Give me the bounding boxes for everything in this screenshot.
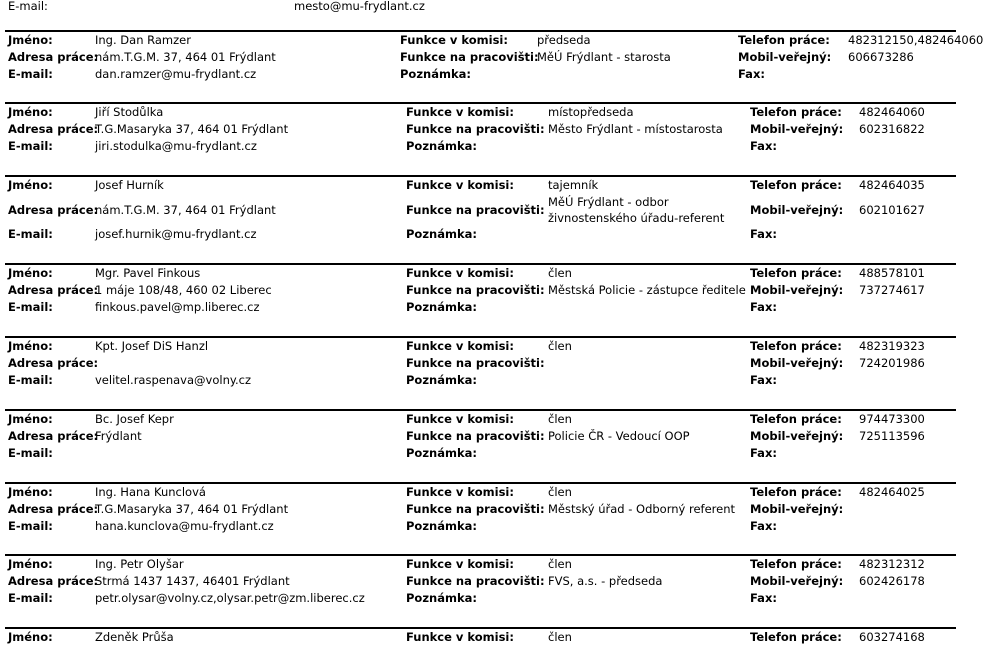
phone-label: Telefon práce: — [750, 485, 842, 499]
member-record — [5, 626, 956, 646]
email-value[interactable]: hana.kunclova@mu-frydlant.cz — [95, 519, 274, 533]
record-row-name — [5, 556, 956, 573]
top-email-label: E-mail: — [8, 0, 48, 13]
email-value[interactable]: petr.olysar@volny.cz,olysar.petr@zm.liberec.cz — [95, 591, 365, 605]
top-email-value[interactable]: mesto@mu-frydlant.cz — [294, 0, 425, 13]
address-value: Frýdlant — [95, 429, 142, 443]
record-row-email — [5, 518, 956, 535]
name-value: Kpt. Josef DiS Hanzl — [95, 339, 209, 353]
record-row-name — [5, 629, 956, 646]
name-label: Jméno: — [8, 178, 53, 192]
note-label: Poznámka: — [406, 300, 477, 314]
name-label: Jméno: — [8, 557, 53, 571]
address-label: Adresa práce: — [8, 429, 99, 443]
role-label: Funkce v komisi: — [406, 557, 514, 571]
phone-value: 603274168 — [859, 630, 925, 644]
mobile-value: 725113596 — [859, 429, 925, 443]
name-label: Jméno: — [8, 339, 53, 353]
mobile-value: 724201986 — [859, 356, 925, 370]
member-record — [5, 101, 956, 155]
email-value[interactable]: jiri.stodulka@mu-frydlant.cz — [95, 139, 257, 153]
workplace-label: Funkce na pracovišti: — [406, 283, 545, 297]
name-value: Zdeněk Průša — [95, 630, 174, 644]
address-label: Adresa práce: — [8, 283, 99, 297]
address-value: nám.T.G.M. 37, 464 01 Frýdlant — [95, 50, 276, 64]
role-value: člen — [548, 339, 572, 353]
record-row-email — [5, 445, 956, 462]
workplace-value: MěÚ Frýdlant - starosta — [537, 50, 671, 64]
mobile-value: 737274617 — [859, 283, 925, 297]
name-value: Josef Hurník — [95, 178, 164, 192]
address-label: Adresa práce: — [8, 574, 99, 588]
phone-label: Telefon práce: — [750, 105, 842, 119]
record-row-address — [5, 428, 956, 445]
workplace-value: Město Frýdlant - místostarosta — [548, 122, 723, 136]
name-value: Bc. Josef Kepr — [95, 412, 174, 426]
record-row-email — [5, 299, 956, 316]
fax-label: Fax: — [738, 67, 765, 81]
workplace-value: FVS, a.s. - předseda — [548, 574, 663, 588]
phone-value: 482464025 — [859, 485, 925, 499]
workplace-label: Funkce na pracovišti: — [406, 502, 545, 516]
role-value: člen — [548, 630, 572, 644]
email-label: E-mail: — [8, 446, 53, 460]
address-label: Adresa práce: — [8, 50, 99, 64]
note-label: Poznámka: — [406, 227, 477, 241]
fax-label: Fax: — [750, 227, 777, 241]
role-label: Funkce v komisi: — [406, 485, 514, 499]
fax-label: Fax: — [750, 300, 777, 314]
phone-value: 482312312 — [859, 557, 925, 571]
role-value: tajemník — [548, 178, 599, 192]
phone-value: 482464060 — [859, 105, 925, 119]
note-label: Poznámka: — [406, 373, 477, 387]
address-label: Adresa práce: — [8, 356, 99, 370]
note-label: Poznámka: — [406, 591, 477, 605]
member-record — [5, 335, 956, 389]
fax-label: Fax: — [750, 446, 777, 460]
address-label: Adresa práce: — [8, 203, 99, 217]
role-label: Funkce v komisi: — [406, 178, 514, 192]
role-label: Funkce v komisi: — [406, 339, 514, 353]
role-value: člen — [548, 485, 572, 499]
mobile-value: 606673286 — [848, 50, 914, 64]
workplace-label: Funkce na pracovišti: — [406, 429, 545, 443]
record-row-email — [5, 226, 956, 243]
mobile-value: 602426178 — [859, 574, 925, 588]
mobile-label: Mobil-veřejný: — [750, 283, 844, 297]
address-label: Adresa práce: — [8, 122, 99, 136]
name-label: Jméno: — [8, 630, 53, 644]
mobile-label: Mobil-veřejný: — [750, 429, 844, 443]
role-value: člen — [548, 557, 572, 571]
workplace-value: Policie ČR - Vedoucí OOP — [548, 429, 690, 443]
phone-value: 482319323 — [859, 339, 925, 353]
role-value: člen — [548, 412, 572, 426]
name-label: Jméno: — [8, 33, 53, 47]
phone-value: 482464035 — [859, 178, 925, 192]
workplace-value: Městská Policie - zástupce ředitele — [548, 283, 746, 297]
name-label: Jméno: — [8, 105, 53, 119]
record-row-name — [5, 104, 956, 121]
fax-label: Fax: — [750, 519, 777, 533]
mobile-label: Mobil-veřejný: — [750, 356, 844, 370]
note-label: Poznámka: — [406, 519, 477, 533]
record-row-address — [5, 282, 956, 299]
member-record — [5, 481, 956, 535]
email-label: E-mail: — [8, 227, 53, 241]
role-label: Funkce v komisi: — [406, 105, 514, 119]
record-row-name — [5, 32, 983, 49]
fax-label: Fax: — [750, 591, 777, 605]
record-row-email — [5, 138, 956, 155]
workplace-value: MěÚ Frýdlant - odbor živnostenského úřadu-referent — [548, 195, 725, 225]
email-label: E-mail: — [8, 139, 53, 153]
record-row-address — [5, 194, 956, 226]
address-label: Adresa práce: — [8, 502, 99, 516]
note-label: Poznámka: — [400, 67, 471, 81]
name-label: Jméno: — [8, 266, 53, 280]
email-label: E-mail: — [8, 67, 53, 81]
name-label: Jméno: — [8, 412, 53, 426]
record-row-address — [5, 121, 956, 138]
workplace-label: Funkce na pracovišti: — [406, 356, 545, 370]
record-row-name — [5, 484, 956, 501]
address-value: T.G.Masaryka 37, 464 01 Frýdlant — [95, 122, 289, 136]
record-row-address — [5, 355, 956, 372]
email-value[interactable]: velitel.raspenava@volny.cz — [95, 373, 252, 387]
name-value: Mgr. Pavel Finkous — [95, 266, 201, 280]
fax-label: Fax: — [750, 373, 777, 387]
role-value: člen — [548, 266, 572, 280]
record-row-address — [5, 573, 956, 590]
phone-label: Telefon práce: — [750, 557, 842, 571]
phone-label: Telefon práce: — [750, 630, 842, 644]
name-value: Jiří Stodůlka — [95, 105, 164, 119]
email-label: E-mail: — [8, 373, 53, 387]
address-value: 1 máje 108/48, 460 02 Liberec — [95, 283, 272, 297]
role-label: Funkce v komisi: — [400, 33, 508, 47]
mobile-label: Mobil-veřejný: — [750, 203, 844, 217]
member-record — [5, 174, 956, 243]
phone-label: Telefon práce: — [738, 33, 830, 47]
phone-value: 488578101 — [859, 266, 925, 280]
email-value[interactable]: josef.hurnik@mu-frydlant.cz — [95, 227, 257, 241]
member-record — [5, 553, 956, 607]
phone-value: 482312150,482464060 — [848, 33, 983, 47]
mobile-value: 602101627 — [859, 203, 925, 217]
member-record — [5, 262, 956, 316]
record-row-name — [5, 411, 956, 428]
record-row-address — [5, 501, 956, 518]
workplace-value: Městský úřad - Odborný referent — [548, 502, 736, 516]
name-value: Ing. Dan Ramzer — [95, 33, 191, 47]
mobile-label: Mobil-veřejný: — [750, 122, 844, 136]
phone-label: Telefon práce: — [750, 412, 842, 426]
role-label: Funkce v komisi: — [406, 412, 514, 426]
email-value[interactable]: finkous.pavel@mp.liberec.cz — [95, 300, 260, 314]
name-value: Ing. Petr Olyšar — [95, 557, 184, 571]
phone-value: 974473300 — [859, 412, 925, 426]
role-value: předseda — [537, 33, 591, 47]
mobile-label: Mobil-veřejný: — [750, 574, 844, 588]
phone-label: Telefon práce: — [750, 178, 842, 192]
note-label: Poznámka: — [406, 446, 477, 460]
email-value[interactable]: dan.ramzer@mu-frydlant.cz — [95, 67, 257, 81]
record-row-email — [5, 590, 956, 607]
role-label: Funkce v komisi: — [406, 266, 514, 280]
note-label: Poznámka: — [406, 139, 477, 153]
email-label: E-mail: — [8, 591, 53, 605]
name-label: Jméno: — [8, 485, 53, 499]
role-value: místopředseda — [548, 105, 634, 119]
mobile-label: Mobil-veřejný: — [750, 502, 844, 516]
name-value: Ing. Hana Kunclová — [95, 485, 206, 499]
workplace-label: Funkce na pracovišti: — [406, 203, 545, 217]
record-row-name — [5, 338, 956, 355]
email-label: E-mail: — [8, 300, 53, 314]
record-row-email — [5, 66, 956, 83]
fax-label: Fax: — [750, 139, 777, 153]
member-record — [5, 408, 956, 462]
phone-label: Telefon práce: — [750, 339, 842, 353]
record-row-email — [5, 372, 956, 389]
email-label: E-mail: — [8, 519, 53, 533]
record-row-address — [5, 49, 956, 66]
role-label: Funkce v komisi: — [406, 630, 514, 644]
mobile-value: 602316822 — [859, 122, 925, 136]
top-email-line — [8, 0, 952, 14]
workplace-label: Funkce na pracovišti: — [400, 50, 539, 64]
member-record — [5, 29, 983, 83]
address-value: Strmá 1437 1437, 46401 Frýdlant — [95, 574, 290, 588]
workplace-label: Funkce na pracovišti: — [406, 122, 545, 136]
phone-label: Telefon práce: — [750, 266, 842, 280]
record-row-name — [5, 265, 956, 282]
address-value: T.G.Masaryka 37, 464 01 Frýdlant — [95, 502, 289, 516]
workplace-label: Funkce na pracovišti: — [406, 574, 545, 588]
address-value: nám.T.G.M. 37, 464 01 Frýdlant — [95, 203, 276, 217]
record-row-name — [5, 177, 956, 194]
mobile-label: Mobil-veřejný: — [738, 50, 832, 64]
